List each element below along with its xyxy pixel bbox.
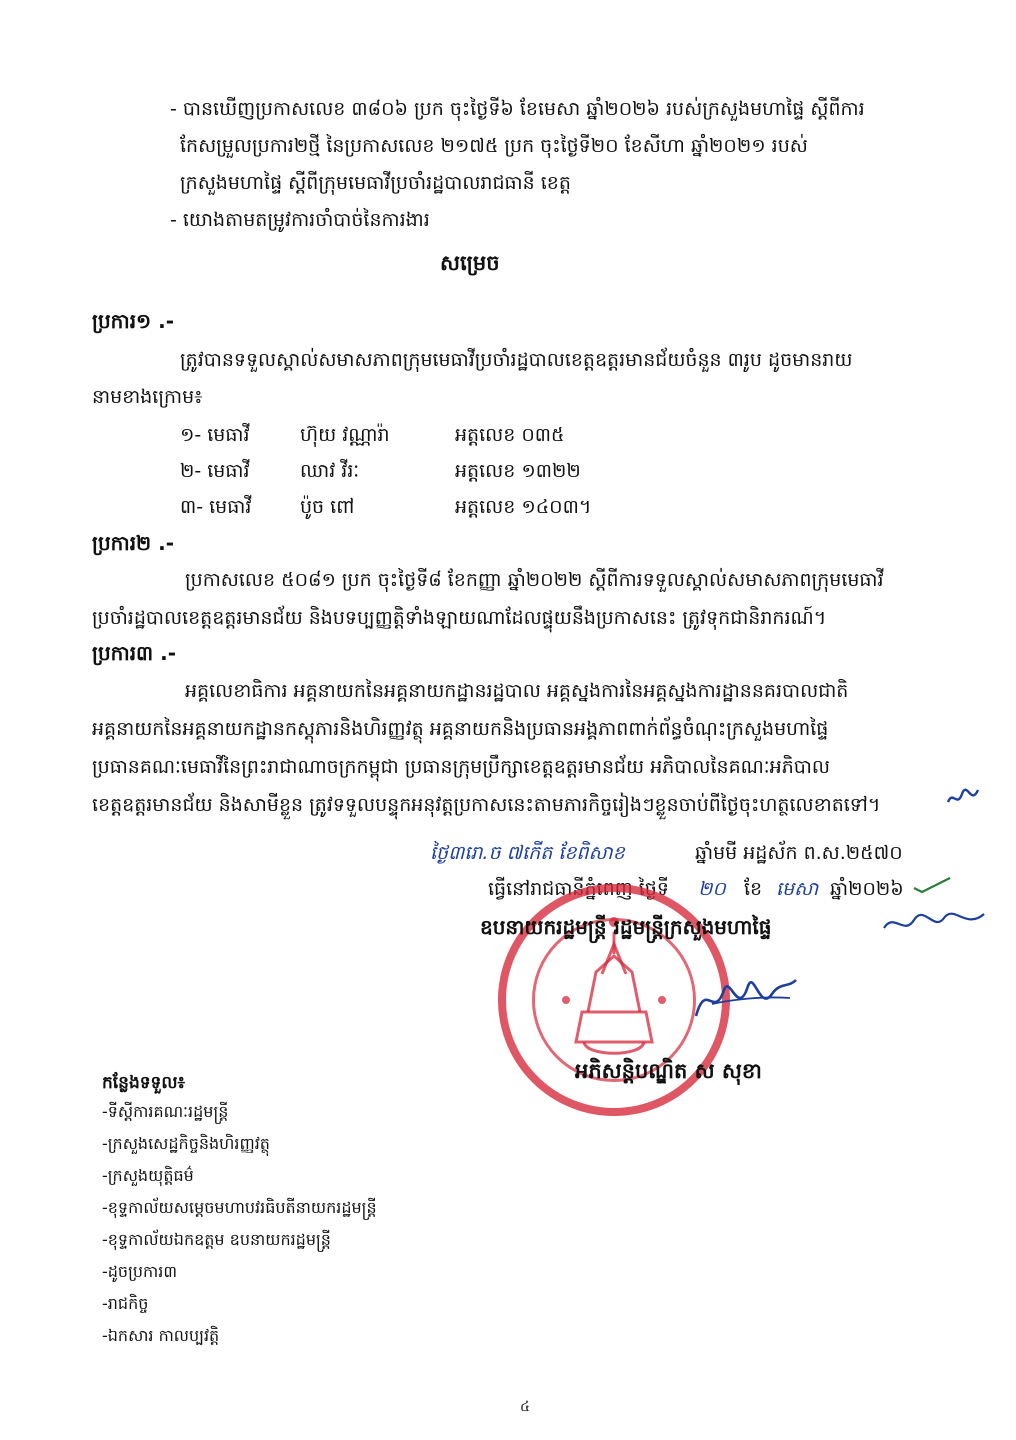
page-number: ៤ bbox=[520, 1399, 530, 1415]
article-2-text-line-1: ប្រកាសលេខ ៥០៨១ ប្រក ចុះថ្ងៃទី៨ ខែកញ្ញា ឆ្នាំ២០២២ ស្តីពីការទទួលស្គាល់សមាសភាពក្រុមមេធាវី bbox=[185, 569, 884, 591]
cc-item: -ក្រសួងយុត្តិធម៌ bbox=[102, 1166, 194, 1185]
cc-item: -ទីស្តីការគណៈរដ្ឋមន្ត្រី bbox=[102, 1102, 229, 1121]
year-label: ឆ្នាំ២០២៦ bbox=[830, 878, 904, 900]
article-3-text-line-4: ខេត្តឧត្តរមានជ័យ និងសាមីខ្លួន ត្រូវទទួលបន្ទុកអនុវត្តប្រកាសនេះតាមភារកិច្ចរៀងៗខ្លួនចាប់ពីថ្ងៃចុះហត្ថលេខាតទៅ។ bbox=[92, 794, 881, 816]
article-2-text-line-2: ប្រចាំរដ្ឋបាលខេត្តឧត្តរមានជ័យ និងបទប្បញ្ញត្តិទាំងឡាយណាដែលផ្ទុយនឹងប្រកាសនេះ ត្រូវទុកជានិរាករណ៍។ bbox=[92, 607, 827, 629]
cc-item: -រាជកិច្ច bbox=[102, 1294, 149, 1313]
article-3-title: ប្រការ៣ .- bbox=[92, 641, 176, 665]
consideration-line-4: - យោងតាមតម្រូវការចាំបាច់នៃការងារ bbox=[170, 209, 430, 231]
cc-item: -ខុទ្ទកាល័យសម្តេចមហាបវរធិបតីនាយករដ្ឋមន្ត្រី bbox=[102, 1198, 377, 1217]
lawyer-1-number: ១- មេធាវី bbox=[180, 424, 250, 446]
lawyer-1-name: ហ៊ុយ វណ្ណារ៉ា bbox=[300, 424, 390, 446]
lawyer-3-registration: អត្តលេខ ១៤០៣។ bbox=[455, 496, 592, 518]
place-date-label: ធ្វើនៅរាជធានីភ្នំពេញ ថ្ងៃទី bbox=[488, 878, 669, 900]
article-1-title: ប្រការ១ .- bbox=[92, 309, 175, 333]
decision-heading: សម្រេច bbox=[440, 251, 500, 275]
lawyer-2-number: ២- មេធាវី bbox=[180, 460, 250, 482]
cc-item: -ដូចប្រការ៣ bbox=[102, 1262, 177, 1281]
cc-item: -ខុទ្ទកាល័យឯកឧត្តម ឧបនាយករដ្ឋមន្ត្រី bbox=[102, 1230, 331, 1249]
lawyer-2-registration: អត្តលេខ ១៣២២ bbox=[455, 460, 581, 482]
lawyer-3-name: ប៉ូច ពៅ bbox=[300, 496, 355, 518]
day-handwritten: ២០ bbox=[698, 878, 726, 900]
lawyer-3-number: ៣- មេធាវី bbox=[180, 496, 252, 518]
handwritten-signature-icon bbox=[690, 960, 800, 1034]
signatory-name: អភិសន្តិបណ្ឌិត ស សុខា bbox=[575, 1059, 762, 1083]
lawyer-1-registration: អត្តលេខ ០៣៥ bbox=[455, 424, 565, 446]
article-1-text-line-2: នាមខាងក្រោម៖ bbox=[92, 386, 203, 408]
cc-item: -ឯកសារ កាលប្បវត្តិ bbox=[102, 1326, 220, 1345]
article-3-text-line-3: ប្រធានគណៈមេធាវីនៃព្រះរាជាណាចក្រកម្ពុជា ប្រធានក្រុមប្រឹក្សាខេត្តឧត្តរមានជ័យ អភិបាលនៃគណៈអភិបាល bbox=[92, 756, 830, 778]
consideration-line-2: កែសម្រួលប្រការ២ថ្មី នៃប្រកាសលេខ ២១៧៥ ប្រក ចុះថ្ងៃទី២០ ខែសីហា ឆ្នាំ២០២១ របស់ bbox=[180, 135, 808, 157]
consideration-line-1: - បានឃើញប្រកាសលេខ ៣៨០៦ ប្រក ចុះថ្ងៃទី៦ ខែមេសា ឆ្នាំ២០២៦ របស់ក្រសួងមហាផ្ទៃ ស្តីពីការ bbox=[170, 98, 865, 120]
signatory-position: ឧបនាយករដ្ឋមន្ត្រី រដ្ឋមន្ត្រីក្រសួងមហាផ្ទៃ bbox=[480, 915, 772, 939]
article-3-text-line-2: អគ្គនាយកនៃអគ្គនាយកដ្ឋានកស្តុភារនិងហិរញ្ញវត្ថុ អគ្គនាយកនិងប្រធានអង្គភាពពាក់ព័ន្ធចំណុះក្រសួងមហាផ្ទៃ bbox=[92, 718, 829, 740]
article-3-text-line-1: អគ្គលេខាធិការ អគ្គនាយកនៃអគ្គនាយកដ្ឋានរដ្ឋបាល អគ្គស្នងការនៃអគ្គស្នងការដ្ឋាននគរបាលជាតិ bbox=[185, 680, 849, 702]
article-1-text-line-1: ត្រូវបានទទួលស្គាល់សមាសភាពក្រុមមេធាវីប្រចាំរដ្ឋបាលខេត្តឧត្តរមានជ័យចំនួន ៣រូប ដូចមានរាយ bbox=[180, 349, 853, 371]
lawyer-2-name: ឈាវ វីរៈ bbox=[300, 460, 360, 482]
check-mark-icon bbox=[912, 874, 952, 900]
lunar-date-handwritten: ថ្ងៃ៣រោ.ច ៧កើត ខែពិសាខ bbox=[430, 842, 625, 864]
article-2-title: ប្រការ២ .- bbox=[92, 531, 175, 555]
cc-title: កន្លែងទទួល៖ bbox=[102, 1073, 186, 1093]
initial-signature-icon bbox=[880, 906, 990, 946]
month-label: ខែ bbox=[744, 878, 763, 900]
month-handwritten: មេសា bbox=[776, 878, 819, 900]
initial-mark-icon bbox=[945, 786, 981, 816]
lunar-date-printed: ឆ្នាំមមី អដ្ឋស័ក ព.ស.២៥៧០ bbox=[695, 842, 903, 864]
cc-item: -ក្រសួងសេដ្ឋកិច្ចនិងហិរញ្ញវត្ថុ bbox=[102, 1134, 270, 1153]
consideration-line-3: ក្រសួងមហាផ្ទៃ ស្តីពីក្រុមមេធាវីប្រចាំរដ្ឋបាលរាជធានី ខេត្ត bbox=[180, 172, 571, 194]
